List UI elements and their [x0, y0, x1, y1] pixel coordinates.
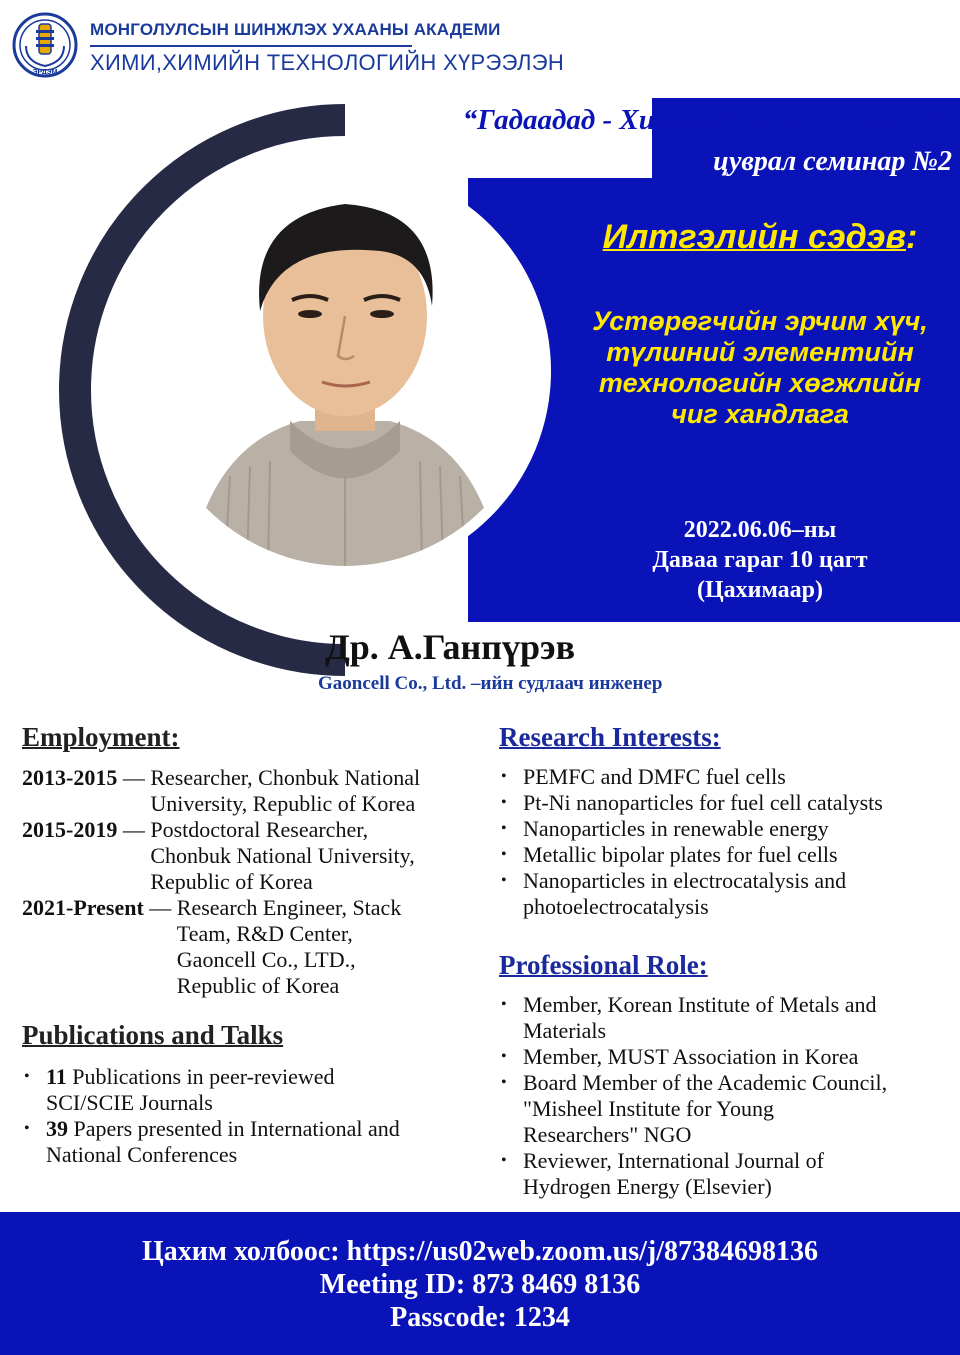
employment-years: 2015-2019	[22, 817, 118, 842]
schedule	[600, 515, 920, 605]
publication-line: National Conferences	[46, 1142, 238, 1167]
research-line: Metallic bipolar plates for fuel cells	[523, 842, 838, 867]
topic-label-text: Илтгэлийн сэдэв	[602, 218, 907, 256]
logo-text: ЭРДЭМ	[32, 69, 58, 76]
topic-label	[560, 218, 960, 257]
topic-line: технологийн хөгжлийн	[598, 368, 922, 398]
topic-label-colon: :	[906, 218, 918, 256]
publications-list	[22, 1064, 482, 1168]
list-item	[22, 1116, 482, 1168]
role-line: Researchers" NGO	[523, 1122, 692, 1147]
research-list	[499, 764, 954, 920]
list-item	[499, 816, 954, 842]
employment-list	[22, 765, 482, 999]
publications-heading: Publications and Talks	[22, 1020, 284, 1050]
speaker-name: Др. А.Ганпүрэв	[325, 627, 576, 667]
employment-line: Team, R&D Center,	[176, 921, 353, 946]
research-line: Pt-Ni nanoparticles for fuel cell catalysts	[523, 790, 883, 815]
publication-line: Publications in peer-reviewed	[66, 1064, 335, 1089]
research-line: photoelectrocatalysis	[523, 894, 709, 919]
schedule-day-time: Даваа гараг 10 цагт	[652, 547, 868, 573]
role-line: Board Member of the Academic Council,	[523, 1070, 888, 1095]
employment-line: Researcher, Chonbuk National	[150, 765, 421, 790]
employment-line: Chonbuk National University,	[150, 843, 415, 868]
role-line: Hydrogen Energy (Elsevier)	[523, 1174, 772, 1199]
role-line: Reviewer, International Journal of	[523, 1148, 824, 1173]
speaker-affiliation: Gaoncell Co., Ltd. –ийн судлаач инженер	[318, 673, 663, 694]
role-line: "Misheel Institute for Young	[523, 1096, 774, 1121]
list-item	[499, 1148, 954, 1200]
org-line-2: ХИМИ,ХИМИЙН ТЕХНОЛОГИЙН ХҮРЭЭЛЭН	[90, 50, 565, 75]
research-line: Nanoparticles in renewable energy	[523, 816, 829, 841]
topic-line: түлшний элементийн	[606, 337, 914, 367]
roles-list	[499, 992, 954, 1200]
employment-years: 2021-Present	[22, 895, 144, 920]
employment-years: 2013-2015	[22, 765, 118, 790]
employment-dash: —	[143, 895, 177, 920]
roles-heading: Professional Role:	[499, 950, 708, 980]
employment-dash: —	[117, 765, 151, 790]
speaker-portrait-icon	[150, 176, 540, 566]
employment-heading: Employment:	[22, 722, 180, 752]
list-item	[499, 790, 954, 816]
list-item	[499, 1044, 954, 1070]
employment-line: University, Republic of Korea	[150, 791, 416, 816]
employment-item	[22, 765, 482, 817]
employment-line: Postdoctoral Researcher,	[150, 817, 369, 842]
schedule-date: 2022.06.06–ны	[683, 517, 837, 543]
schedule-mode: (Цахимаар)	[696, 577, 823, 603]
list-item	[499, 992, 954, 1044]
topic-line: чиг хандлага	[671, 399, 849, 429]
employment-item	[22, 895, 482, 999]
topic-line: Устөрөгчийн эрчим хүч,	[592, 306, 928, 336]
employment-item	[22, 817, 482, 895]
publication-line: SCI/SCIE Journals	[46, 1090, 213, 1115]
org-line-1: МОНГОЛУЛСЫН ШИНЖЛЭХ УХААНЫ АКАДЕМИ	[90, 20, 501, 39]
series-title: “Гадаадад - Химич Монгол эрдэмтэд”	[462, 104, 950, 136]
zoom-link[interactable]: Цахим холбоос: https://us02web.zoom.us/j/87384698136	[141, 1236, 818, 1267]
passcode: Passcode: 1234	[390, 1302, 570, 1333]
list-item	[499, 764, 954, 790]
role-line: Member, MUST Association in Korea	[523, 1044, 859, 1069]
employment-line: Gaoncell Co., LTD.,	[176, 947, 356, 972]
employment-line: Research Engineer, Stack	[176, 895, 402, 920]
employment-line: Republic of Korea	[150, 869, 313, 894]
research-line: Nanoparticles in electrocatalysis and	[523, 868, 847, 893]
meeting-id: Meeting ID: 873 8469 8136	[319, 1269, 641, 1300]
topic-text	[560, 306, 960, 430]
series-subtitle: цуврал семинар №2	[713, 146, 952, 177]
research-line: PEMFC and DMFC fuel cells	[523, 764, 786, 789]
role-line: Materials	[523, 1018, 607, 1043]
list-item	[499, 868, 954, 920]
list-item	[22, 1064, 482, 1116]
footer-banner	[0, 1212, 960, 1355]
list-item	[499, 1070, 954, 1148]
research-heading: Research Interests:	[499, 722, 721, 752]
publication-count: 39	[46, 1116, 68, 1141]
role-line: Member, Korean Institute of Metals and	[523, 992, 877, 1017]
list-item	[499, 842, 954, 868]
employment-dash: —	[117, 817, 151, 842]
employment-line: Republic of Korea	[176, 973, 340, 998]
publication-line: Papers presented in International and	[68, 1116, 400, 1141]
publication-count: 11	[46, 1064, 67, 1089]
